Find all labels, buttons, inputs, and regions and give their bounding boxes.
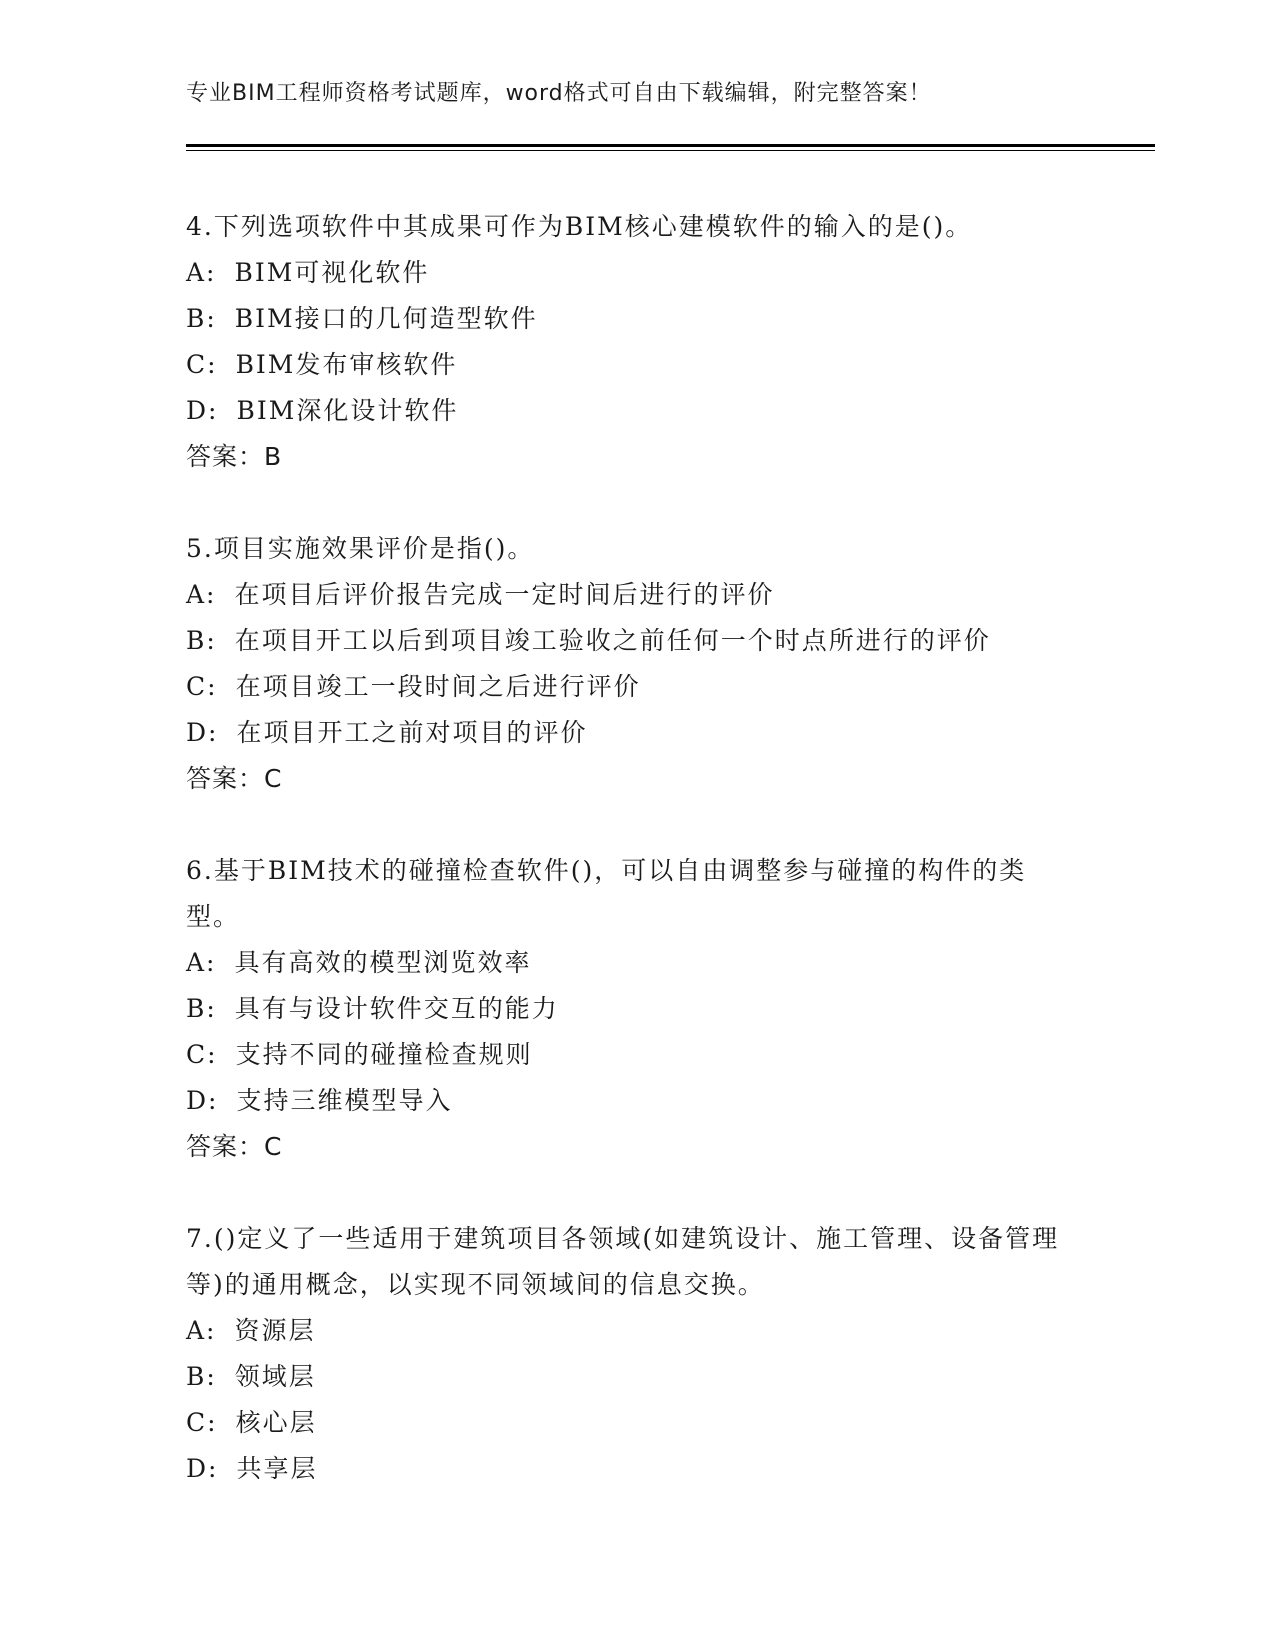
option-text: BIM可视化软件 <box>234 258 430 287</box>
question-5 <box>186 526 1076 802</box>
option-d <box>186 1078 1076 1124</box>
option-text: 在项目开工以后到项目竣工验收之前任何一个时点所进行的评价 <box>234 626 991 655</box>
question-stem: 4.下列选项软件中其成果可作为BIM核心建模软件的输入的是()。 <box>186 212 973 241</box>
option-text: BIM接口的几何造型软件 <box>234 304 538 333</box>
option-letter: A: <box>186 580 217 609</box>
option-letter: A: <box>186 258 217 287</box>
question-4 <box>186 204 1076 480</box>
option-b <box>186 296 1076 342</box>
option-text: BIM发布审核软件 <box>235 350 458 379</box>
option-text: 共享层 <box>236 1454 318 1483</box>
header-rule-thick <box>186 144 1155 147</box>
option-d <box>186 1446 1076 1492</box>
option-letter: B: <box>186 994 217 1023</box>
option-text: 在项目开工之前对项目的评价 <box>236 718 588 747</box>
option-d <box>186 388 1076 434</box>
option-b <box>186 986 1076 1032</box>
option-letter: D: <box>186 718 219 747</box>
option-c <box>186 342 1076 388</box>
option-letter: B: <box>186 304 217 333</box>
option-letter: A: <box>186 1316 217 1345</box>
question-stem: 7.()定义了一些适用于建筑项目各领域(如建筑设计、施工管理、设备管理等)的通用概念，以实现不同领域间的信息交换。 <box>186 1224 1060 1299</box>
header-rule-thin <box>186 150 1155 151</box>
option-letter: C: <box>186 672 218 701</box>
question-6 <box>186 848 1076 1170</box>
option-a <box>186 250 1076 296</box>
option-b <box>186 618 1076 664</box>
option-letter: C: <box>186 1408 218 1437</box>
question-list <box>186 204 1076 1538</box>
option-a <box>186 572 1076 618</box>
option-text: 在项目后评价报告完成一定时间后进行的评价 <box>234 580 775 609</box>
option-text: 具有高效的模型浏览效率 <box>234 948 532 977</box>
option-c <box>186 1400 1076 1446</box>
option-b <box>186 1354 1076 1400</box>
option-letter: D: <box>186 396 219 425</box>
question-stem: 6.基于BIM技术的碰撞检查软件()，可以自由调整参与碰撞的构件的类型。 <box>186 856 1027 931</box>
option-text: BIM深化设计软件 <box>236 396 459 425</box>
option-letter: C: <box>186 1040 218 1069</box>
option-letter: C: <box>186 350 218 379</box>
option-text: 在项目竣工一段时间之后进行评价 <box>235 672 641 701</box>
answer-line: 答案：B <box>186 442 283 471</box>
option-text: 领域层 <box>234 1362 316 1391</box>
answer-line: 答案：C <box>186 1132 283 1161</box>
answer-line: 答案：C <box>186 764 283 793</box>
option-letter: D: <box>186 1454 219 1483</box>
header-text: 专业BIM工程师资格考试题库，word格式可自由下载编辑，附完整答案！ <box>186 81 932 106</box>
option-text: 核心层 <box>235 1408 317 1437</box>
option-letter: B: <box>186 1362 217 1391</box>
question-stem: 5.项目实施效果评价是指()。 <box>186 534 535 563</box>
option-c <box>186 664 1076 710</box>
option-d <box>186 710 1076 756</box>
option-text: 支持不同的碰撞检查规则 <box>235 1040 533 1069</box>
question-7 <box>186 1216 1076 1492</box>
option-letter: A: <box>186 948 217 977</box>
option-text: 支持三维模型导入 <box>236 1086 453 1115</box>
option-text: 具有与设计软件交互的能力 <box>234 994 559 1023</box>
option-a <box>186 940 1076 986</box>
option-letter: B: <box>186 626 217 655</box>
option-text: 资源层 <box>234 1316 316 1345</box>
option-letter: D: <box>186 1086 219 1115</box>
option-c <box>186 1032 1076 1078</box>
option-a <box>186 1308 1076 1354</box>
